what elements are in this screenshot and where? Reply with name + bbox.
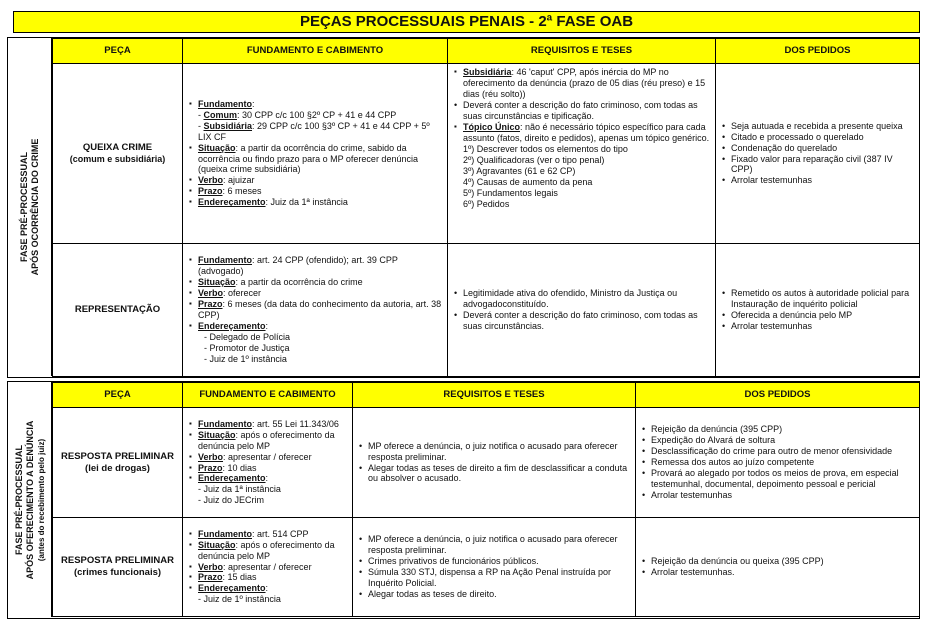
cell-requisitos-representacao (448, 244, 716, 377)
list-item: - Juiz de 1º instância (198, 594, 281, 605)
text-verbo: : apresentar / oferecer (223, 451, 312, 462)
header-fundamento: FUNDAMENTO E CABIMENTO (183, 383, 353, 408)
header-fundamento: FUNDAMENTO E CABIMENTO (183, 39, 448, 64)
list-item: • MP oferece a denúncia, o juiz notifica o acusado para oferecer resposta preliminar. (368, 441, 630, 463)
cell-pedidos-drogas (636, 408, 920, 518)
text-situacao: : após o oferecimento da denúncia pelo MP (198, 429, 335, 451)
list-item: • Seja autuada e recebida a presente queixa (731, 121, 914, 132)
side-label-block2 (8, 382, 52, 617)
row-resposta-drogas (53, 408, 920, 518)
header-requisitos: REQUISITOS E TESES (353, 383, 636, 408)
side-label-line2: APÓS OFERECIMENTO A DENÚNCIA (24, 420, 35, 579)
list-item: • Condenação do querelado (731, 143, 914, 154)
header-peca: PEÇA (53, 383, 183, 408)
label-situacao: Situação (198, 429, 236, 440)
list-item: • Arrolar testemunhas. (651, 567, 914, 578)
cell-fundamento-queixa: ▪ Fundamento: - Comum: 30 CPP c/c 100 §2º CP + 41 e 44 CPP - Subsidiária: 29 CPP c/c 100 §3º CP + 41 e 44 CPP + 5º LIX CF ▪ Situação: a partir da ocorrência do crime, sabido da ocorrência ou findo prazo para o MP oferecer denúncia (queixa crime subsidiária) ▪ Verbo: ajuizar ▪ Prazo: 6 meses ▪ Endereçamento: Juiz da 1ª instância (183, 64, 448, 244)
label-situacao: Situação (198, 142, 236, 153)
list-item: 6º) Pedidos (463, 198, 510, 209)
side-label-block1 (8, 38, 52, 376)
label-enderecamento: Endereçamento (198, 320, 266, 331)
side-label-line3: (antes do recebimento pelo juiz) (35, 438, 45, 561)
block-pre-processual-crime (7, 37, 920, 378)
list-item: • Súmula 330 STJ, dispensa a RP na Ação Penal instruída por Inquérito Policial. (368, 567, 630, 589)
text-subsidiaria: : 29 CPP c/c 100 §3º CP + 41 e 44 CPP + 5º LIX CF (198, 120, 430, 142)
cell-fundamento-representacao: ▪ Fundamento: art. 24 CPP (ofendido); art. 39 CPP (advogado) ▪ Situação: a partir da ocorrência do crime ▪ Verbo: oferecer ▪ Prazo: 6 meses (da data do conhecimento da autoria, art. 38 CPP) ▪ Endereçamento: - Delegado de Polícia - Promotor de Justiça - Juiz de 1º instância (183, 244, 448, 377)
header-pedidos: DOS PEDIDOS (636, 383, 920, 408)
side-label-line1: FASE PRÉ-PROCESSUAL (13, 444, 24, 555)
label-enderecamento: Endereçamento (198, 197, 266, 208)
label-verbo: Verbo (198, 175, 224, 186)
text-fundamento: : art. 24 CPP (ofendido); art. 39 CPP (advogado) (198, 255, 398, 277)
text-topico-unico: : não é necessário tópico específico para cada assunto (fatos, direito e pedidos), apenas um tópico genérico. (463, 121, 710, 143)
row-queixa-crime (53, 64, 920, 244)
list-item: • Fixado valor para reparação civil (387 IV CPP) (731, 154, 914, 176)
header-peca: PEÇA (53, 39, 183, 64)
side-label-line1: FASE PRÉ-PROCESSUAL (18, 151, 29, 263)
text-situacao: : a partir da ocorrência do crime, sabido da ocorrência ou findo prazo para o MP oferecer denúncia (queixa crime subsidiária) (198, 142, 418, 175)
text-prazo: : 15 dias (222, 572, 257, 583)
cell-requisitos-funcionais (353, 518, 636, 617)
cell-fundamento-drogas: ▪ Fundamento: art. 55 Lei 11.343/06 ▪ Situação: após o oferecimento da denúncia pelo MP ▪ Verbo: apresentar / oferecer ▪ Prazo: 10 dias ▪ Endereçamento: - Juiz da 1ª instância - Juiz do JECrim (183, 408, 353, 518)
cell-peca-funcionais (53, 518, 183, 617)
text-req-subsidiaria: : 46 'caput' CPP, após inércia do MP no oferecimento da denúncia (prazo de 05 dias (réu preso) e 15 dias (réu solto)) (463, 67, 706, 99)
cell-peca-drogas (53, 408, 183, 518)
list-item: - Delegado de Polícia (204, 331, 291, 342)
list-item: 2º) Qualificadoras (ver o tipo penal) (463, 154, 605, 165)
list-item: • Provará ao alegado por todos os meios de prova, em especial testemunhal, documental, depoimento pessoal e pericial (651, 468, 914, 490)
peca-name: RESPOSTA PRELIMINAR (61, 450, 174, 462)
text-prazo: : 6 meses (da data do conhecimento da autoria, art. 38 CPP) (198, 299, 442, 320)
cell-pedidos-funcionais (636, 518, 920, 617)
text-verbo: : oferecer (223, 288, 262, 299)
text-enderecamento: : Juiz da 1ª instância (265, 197, 348, 208)
label-enderecamento: Endereçamento (198, 473, 266, 484)
list-item: • Citado e processado o querelado (731, 132, 914, 143)
cell-requisitos-drogas (353, 408, 636, 518)
peca-sub: (crimes funcionais) (73, 567, 162, 578)
row-resposta-funcionais (53, 518, 920, 617)
text-verbo: : ajuizar (223, 175, 255, 186)
label-fundamento: Fundamento (198, 528, 252, 539)
cell-pedidos-queixa (716, 64, 920, 244)
label-situacao: Situação (198, 539, 236, 550)
block-pos-denuncia (7, 381, 920, 619)
peca-sub: (lei de drogas) (85, 462, 150, 474)
list-item: 1º) Descrever todos os elementos do tipo (463, 143, 628, 154)
cell-peca-queixa (53, 64, 183, 244)
list-item: • Arrolar testemunhas (731, 175, 914, 186)
list-item: • Crimes privativos de funcionários públicos. (368, 556, 630, 567)
list-item: • MP oferece a denúncia, o juiz notifica o acusado para oferecer resposta preliminar. (368, 534, 630, 556)
text-prazo: : 6 meses (222, 186, 262, 197)
label-verbo: Verbo (198, 288, 224, 299)
label-subsidiaria: Subsidiária (203, 120, 253, 131)
label-verbo: Verbo (198, 561, 224, 572)
page-title: PEÇAS PROCESSUAIS PENAIS - 2ª FASE OAB (13, 11, 920, 33)
header-requisitos: REQUISITOS E TESES (448, 39, 716, 64)
cell-peca-representacao: REPRESENTAÇÃO (53, 244, 183, 377)
text-situacao: : a partir da ocorrência do crime (235, 277, 363, 288)
label-enderecamento: Endereçamento (198, 583, 266, 594)
label-fundamento: Fundamento (198, 255, 252, 266)
list-item: • Deverá conter a descrição do fato criminoso, com todas as suas circunstâncias. (463, 310, 710, 332)
list-item: • Desclassificação do crime para outro de menor ofensividade (651, 446, 914, 457)
list-item: • Remetido os autos à autoridade policial para Instauração de inquérito policial (731, 288, 914, 310)
list-item: - Juiz da 1ª instância (198, 484, 281, 495)
list-item: • Alegar todas as teses de direito. (368, 589, 630, 600)
label-req-subsidiaria: Subsidiária (463, 67, 512, 77)
label-comum: Comum (203, 109, 237, 120)
list-item: • Expedição do Alvará de soltura (651, 435, 914, 446)
header-pedidos: DOS PEDIDOS (716, 39, 920, 64)
list-item: 5º) Fundamentos legais (463, 187, 558, 198)
list-item: • Arrolar testemunhas (731, 321, 914, 332)
cell-pedidos-representacao (716, 244, 920, 377)
list-item: - Promotor de Justiça (204, 342, 290, 353)
label-prazo: Prazo (198, 572, 223, 583)
text-req-descricao: • Deverá conter a descrição do fato criminoso, com todas as suas circunstâncias e tipificação. (463, 100, 710, 122)
label-prazo: Prazo (198, 186, 223, 197)
list-item: • Oferecida a denúncia pelo MP (731, 310, 914, 321)
text-comum: : 30 CPP c/c 100 §2º CP + 41 e 44 CPP (237, 109, 397, 120)
label-prazo: Prazo (198, 299, 223, 310)
text-verbo: : apresentar / oferecer (223, 561, 312, 572)
label-topico-unico: Tópico Único (463, 121, 520, 132)
label-verbo: Verbo (198, 451, 224, 462)
text-situacao: : após o oferecimento da denúncia pelo MP (198, 539, 335, 561)
list-item: • Arrolar testemunhas (651, 490, 914, 501)
list-item: 3º) Agravantes (61 e 62 CP) (463, 165, 576, 176)
list-item: 4º) Causas de aumento da pena (463, 176, 593, 187)
list-item: - Juiz do JECrim (198, 495, 265, 506)
peca-name: QUEIXA CRIME (82, 142, 153, 154)
list-item: - Juiz de 1º instância (204, 353, 287, 364)
text-fundamento: : art. 514 CPP (252, 528, 309, 539)
peca-sub: (comum e subsidiária) (69, 153, 166, 164)
peca-name: RESPOSTA PRELIMINAR (61, 555, 174, 567)
list-item: • Rejeição da denúncia ou queixa (395 CPP) (651, 556, 914, 567)
label-fundamento: Fundamento (198, 98, 252, 109)
row-representacao (53, 244, 920, 377)
list-item: • Remessa dos autos ao juízo competente (651, 457, 914, 468)
label-fundamento: Fundamento (198, 418, 252, 429)
text-fundamento: : art. 55 Lei 11.343/06 (252, 418, 339, 429)
list-item: • Legitimidade ativa do ofendido, Ministro da Justiça ou advogadoconstituído. (463, 288, 710, 310)
table-block1 (52, 38, 920, 377)
cell-requisitos-queixa (448, 64, 716, 244)
text-prazo: : 10 dias (222, 462, 257, 473)
cell-fundamento-funcionais: ▪ Fundamento: art. 514 CPP ▪ Situação: após o oferecimento da denúncia pelo MP ▪ Verbo: apresentar / oferecer ▪ Prazo: 15 dias ▪ Endereçamento: - Juiz de 1º instância (183, 518, 353, 617)
label-prazo: Prazo (198, 462, 223, 473)
list-item: • Alegar todas as teses de direito a fim de desclassificar a conduta ou absolver o acusado. (368, 463, 630, 485)
side-label-line2: APÓS OCORRÊNCIA DO CRIME (29, 138, 40, 276)
label-situacao: Situação (198, 277, 236, 288)
table-block2 (52, 382, 920, 617)
list-item: • Rejeição da denúncia (395 CPP) (651, 424, 914, 435)
